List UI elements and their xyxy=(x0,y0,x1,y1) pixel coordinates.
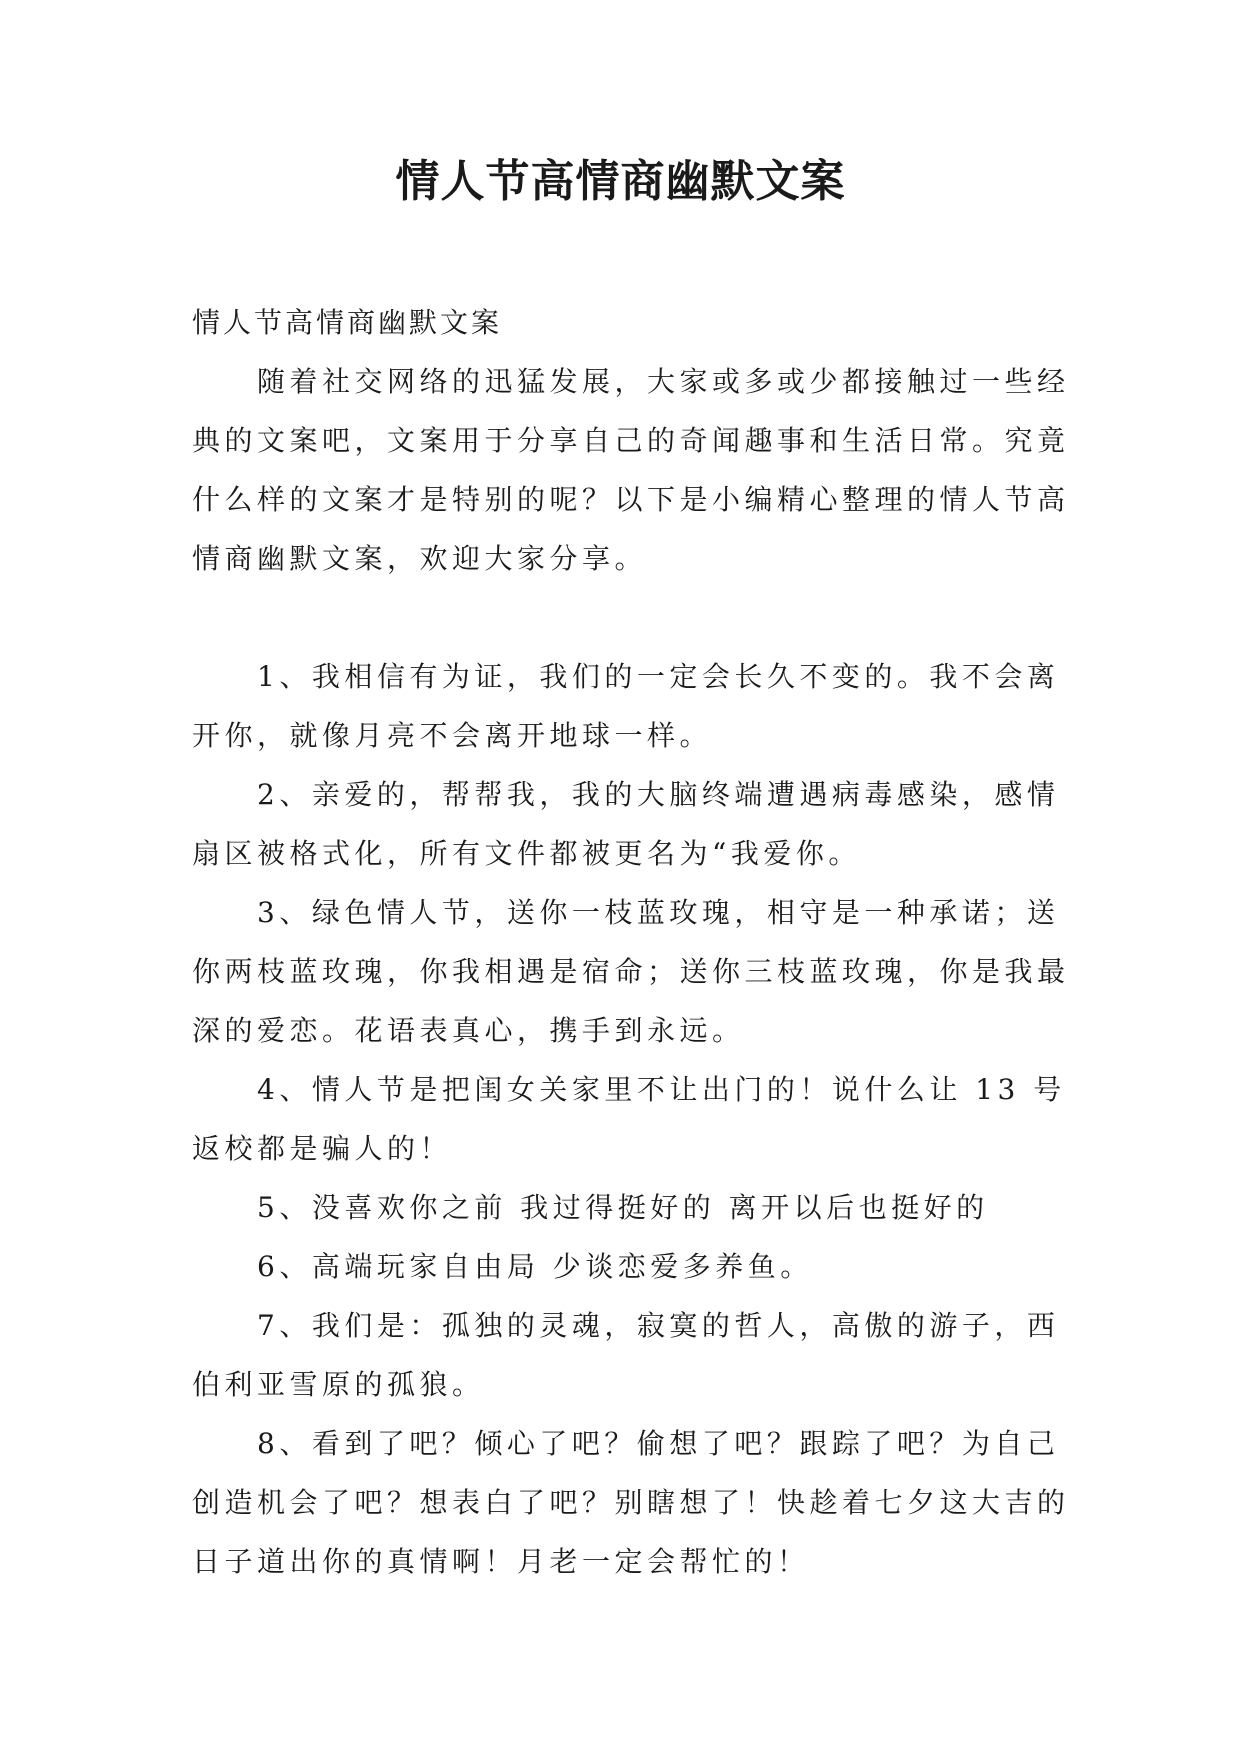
intro-paragraph: 随着社交网络的迅猛发展，大家或多或少都接触过一些经典的文案吧，文案用于分享自己的奇闻趣事和生活日常。究竟什么样的文案才是特别的呢？以下是小编精心整理的情人节高情商幽默文案，欢迎大家分享。 xyxy=(192,365,1070,575)
paragraph-gap xyxy=(192,588,1072,647)
list-item: 7、我们是：孤独的灵魂，寂寞的哲人，高傲的游子，西伯利亚雪原的孤狼。 xyxy=(192,1309,1060,1401)
list-item: 2、亲爱的，帮帮我，我的大脑终端遭遇病毒感染，感情扇区被格式化，所有文件都被更名为“我爱你。 xyxy=(192,778,1060,870)
document-subtitle: 情人节高情商幽默文案 xyxy=(192,306,503,339)
list-item: 1、我相信有为证，我们的一定会长久不变的。我不会离开你，就像月亮不会离开地球一样。 xyxy=(192,660,1060,752)
list-item: 3、绿色情人节，送你一枝蓝玫瑰，相守是一种承诺；送你两枝蓝玫瑰，你我相遇是宿命；送你三枝蓝玫瑰，你是我最深的爱恋。花语表真心，携手到永远。 xyxy=(192,896,1070,1047)
list-item: 6、高端玩家自由局 少谈恋爱多养鱼。 xyxy=(257,1250,813,1283)
document-title: 情人节高情商幽默文案 xyxy=(395,156,846,207)
list-item: 5、没喜欢你之前 我过得挺好的 离开以后也挺好的 xyxy=(257,1191,989,1224)
list-item: 8、看到了吧？倾心了吧？偷想了吧？跟踪了吧？为自己创造机会了吧？想表白了吧？别瞎想了！快趁着七夕这大吉的日子道出你的真情啊！月老一定会帮忙的！ xyxy=(192,1427,1070,1578)
document-body xyxy=(192,293,1072,1591)
list-item: 4、情人节是把闺女关家里不让出门的！说什么让 13 号返校都是骗人的！ xyxy=(192,1073,1066,1165)
